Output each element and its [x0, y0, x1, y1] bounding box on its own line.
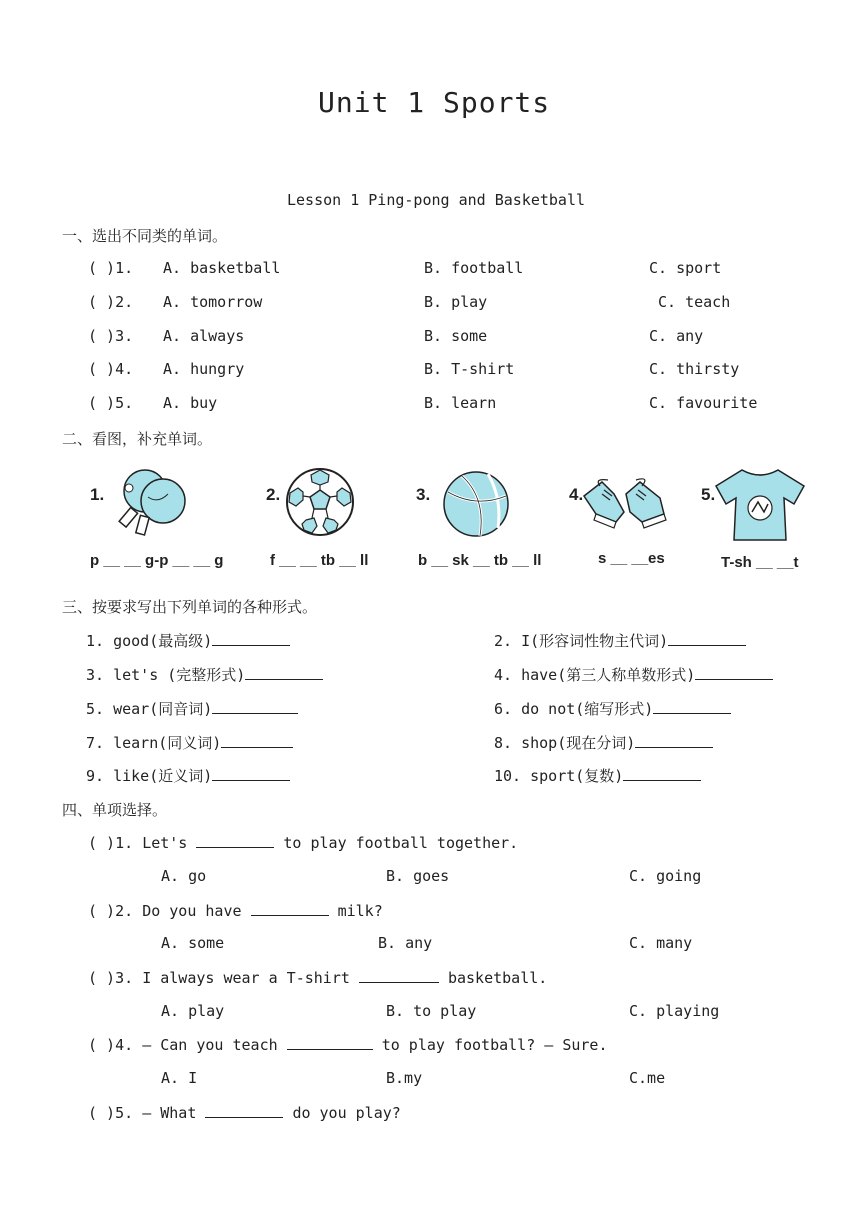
picture-5-caption: T-sh __ __t [721, 554, 799, 571]
s1-q4-number: ( )4. [88, 360, 134, 378]
s4-q2-option-c: C. many [629, 934, 693, 952]
s3-item-10: 10. sport(复数) [494, 765, 701, 786]
answer-blank[interactable] [212, 699, 298, 714]
s1-q3-option-a: A. always [163, 327, 245, 345]
section3-heading: 三、按要求写出下列单词的各种形式。 [62, 598, 318, 616]
s1-q4-option-a: A. hungry [163, 360, 245, 378]
s3-item-1: 1. good(最高级) [86, 630, 290, 651]
answer-blank[interactable] [359, 968, 439, 983]
s4-q2: ( )2. Do you have milk? [88, 902, 383, 920]
s1-q4-option-b: B. T-shirt [424, 360, 515, 378]
basketball-icon [440, 468, 512, 540]
picture-3-caption: b __ sk __ tb __ ll [418, 552, 542, 569]
s3-item-6: 6. do not(缩写形式) [494, 698, 731, 719]
s1-q1-option-b: B. football [424, 259, 524, 277]
answer-blank[interactable] [635, 733, 713, 748]
section2-heading: 二、看图，补充单词。 [62, 430, 213, 448]
s4-q1-option-c: C. going [629, 867, 702, 885]
answer-blank[interactable] [653, 699, 731, 714]
answer-blank[interactable] [212, 631, 290, 646]
answer-blank[interactable] [196, 833, 274, 848]
sneakers-icon [580, 474, 670, 532]
answer-blank[interactable] [205, 1103, 283, 1118]
picture-1-number: 1. [90, 485, 105, 504]
s4-q3-option-c: C. playing [629, 1002, 720, 1020]
s1-q5-option-c: C. favourite [649, 394, 758, 412]
answer-blank[interactable] [623, 766, 701, 781]
answer-blank[interactable] [245, 665, 323, 680]
s3-item-9: 9. like(近义词) [86, 765, 290, 786]
s4-q2-option-a: A. some [161, 934, 225, 952]
picture-1-caption: p __ __ g-p __ __ g [90, 552, 224, 569]
s1-q2-option-c: C. teach [658, 293, 731, 311]
s1-q3-option-c: C. any [649, 327, 704, 345]
answer-blank[interactable] [695, 665, 773, 680]
s4-q2-option-b: B. any [378, 934, 433, 952]
s3-item-5: 5. wear(同音词) [86, 698, 298, 719]
section4-heading: 四、单项选择。 [62, 801, 168, 819]
s1-q3-option-b: B. some [424, 327, 488, 345]
picture-4-number: 4. [569, 485, 584, 504]
picture-3-number: 3. [416, 485, 431, 504]
answer-blank[interactable] [668, 631, 746, 646]
ping-pong-paddles-icon [110, 464, 190, 544]
section1-heading: 一、选出不同类的单词。 [62, 227, 228, 245]
answer-blank[interactable] [212, 766, 290, 781]
s1-q2-option-a: A. tomorrow [163, 293, 263, 311]
answer-blank[interactable] [251, 901, 329, 916]
s4-q4-option-b: B.my [386, 1069, 423, 1087]
s4-q3: ( )3. I always wear a T-shirt basketball. [88, 969, 548, 987]
s1-q2-number: ( )2. [88, 293, 134, 311]
s1-q1-number: ( )1. [88, 259, 134, 277]
t-shirt-icon [712, 466, 808, 544]
picture-5-number: 5. [701, 485, 716, 504]
s1-q1-option-a: A. basketball [163, 259, 281, 277]
football-icon [284, 466, 356, 538]
s4-q4-option-a: A. I [161, 1069, 198, 1087]
s4-q1-option-a: A. go [161, 867, 207, 885]
page-title: Unit 1 Sports [318, 86, 551, 119]
s1-q3-number: ( )3. [88, 327, 134, 345]
picture-2-number: 2. [266, 485, 281, 504]
s4-q4: ( )4. — Can you teach to play football? — Sure. [88, 1036, 608, 1054]
s1-q5-option-b: B. learn [424, 394, 497, 412]
s3-item-8: 8. shop(现在分词) [494, 732, 713, 753]
s1-q5-option-a: A. buy [163, 394, 218, 412]
s4-q1: ( )1. Let's to play football together. [88, 834, 519, 852]
s4-q5: ( )5. — What do you play? [88, 1104, 401, 1122]
s3-item-3: 3. let's (完整形式) [86, 664, 323, 685]
s1-q1-option-c: C. sport [649, 259, 722, 277]
s4-q3-option-b: B. to play [386, 1002, 477, 1020]
answer-blank[interactable] [287, 1035, 373, 1050]
s1-q2-option-b: B. play [424, 293, 488, 311]
s3-item-4: 4. have(第三人称单数形式) [494, 664, 773, 685]
lesson-title: Lesson 1 Ping-pong and Basketball [287, 191, 586, 209]
s4-q1-option-b: B. goes [386, 867, 450, 885]
picture-2-caption: f __ __ tb __ ll [270, 552, 369, 569]
s3-item-7: 7. learn(同义词) [86, 732, 293, 753]
s1-q5-number: ( )5. [88, 394, 134, 412]
s3-item-2: 2. I(形容词性物主代词) [494, 630, 746, 651]
picture-4-caption: s __ __es [598, 550, 665, 567]
s4-q4-option-c: C.me [629, 1069, 666, 1087]
s1-q4-option-c: C. thirsty [649, 360, 740, 378]
answer-blank[interactable] [221, 733, 293, 748]
s4-q3-option-a: A. play [161, 1002, 225, 1020]
